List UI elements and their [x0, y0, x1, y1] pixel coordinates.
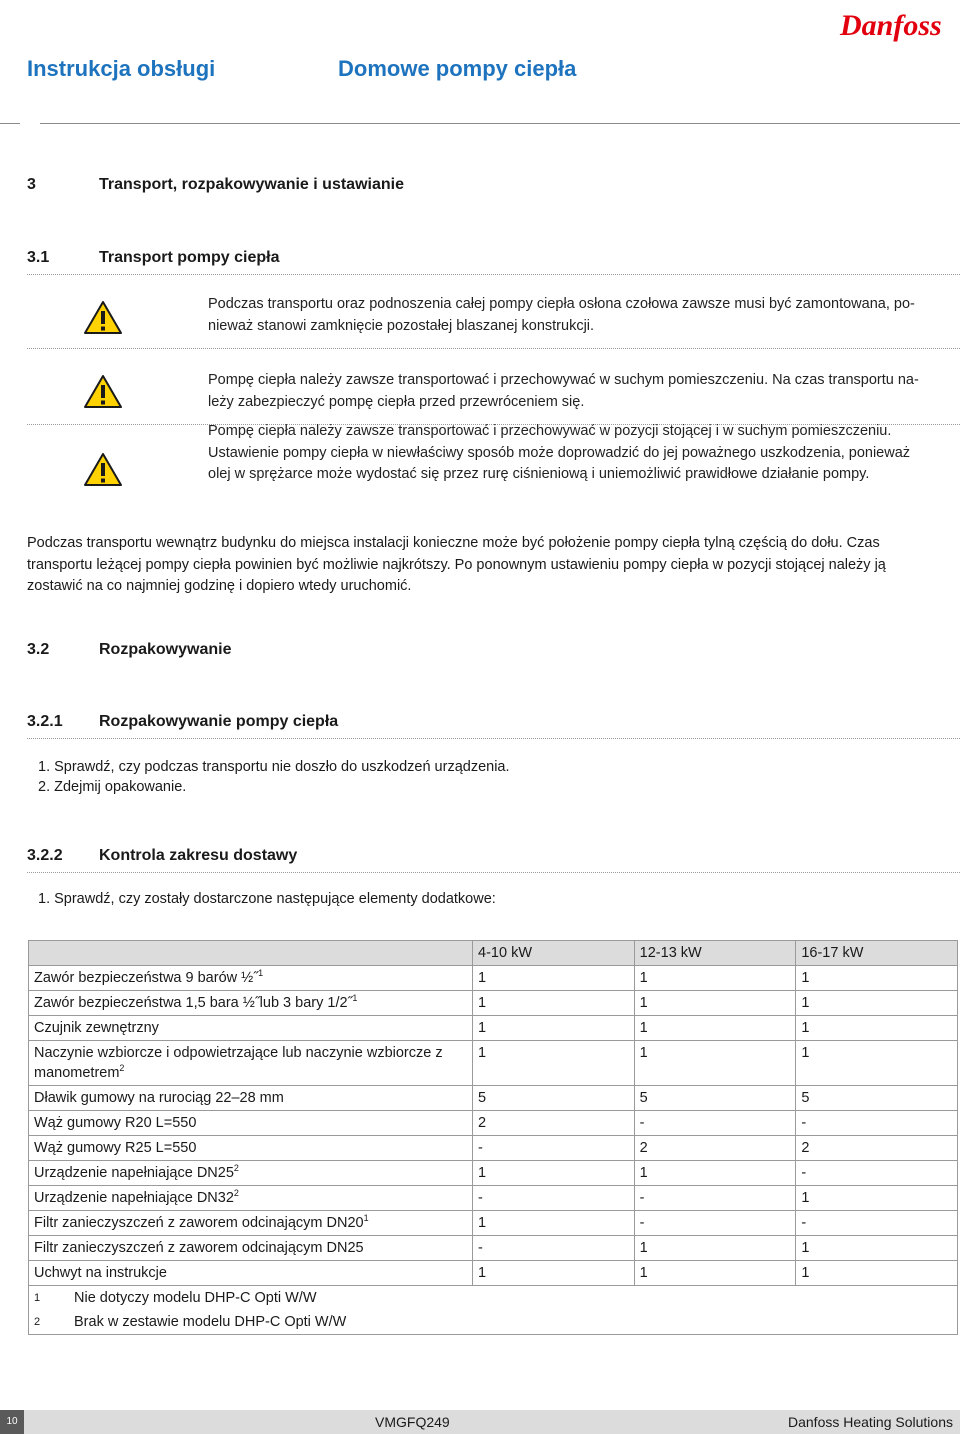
footnote-ref: 1: [352, 993, 358, 1004]
table-cell: -: [634, 1111, 796, 1136]
warning-icon: [83, 300, 123, 336]
item-name-cell: [29, 1261, 473, 1286]
item-name-cell: [29, 1186, 473, 1211]
table-cell: 1: [634, 1041, 796, 1086]
subsection-heading: [0, 641, 960, 663]
table-cell: -: [473, 1186, 635, 1211]
warning-line: olej w sprężarce może wydostać się przez rurę ciśnieniową i uniemożliwić prawidłowe działanie pompy.: [208, 466, 870, 482]
item-name: Naczynie wzbiorcze i odpowietrzające lub naczynie wzbiorcze z: [34, 1045, 443, 1061]
subsection-title: Transport pompy ciepła: [99, 249, 280, 266]
footnote-ref: 2: [119, 1063, 125, 1074]
warning-line: Pompę ciepła należy zawsze transportować i przechowywać w pozycji stojącej i w suchym pomieszczeniu.: [208, 423, 892, 439]
table-header-cell: [29, 941, 473, 966]
table-cell: 1: [634, 1161, 796, 1186]
table-cell: -: [473, 1236, 635, 1261]
list-item: 1. Sprawdź, czy zostały dostarczone następujące elementy dodatkowe:: [38, 891, 496, 907]
table-cell: 1: [796, 966, 958, 991]
warning-line: Podczas transportu oraz podnoszenia całej pompy ciepła osłona czołowa zawsze musi być zamontowana, po-: [208, 296, 915, 312]
table-row: [29, 1086, 958, 1111]
item-name: Urządzenie napełniające DN25: [34, 1165, 234, 1181]
company-name: Danfoss Heating Solutions: [788, 1414, 953, 1430]
list-item: 1. Sprawdź, czy podczas transportu nie doszło do uszkodzeń urządzenia.: [38, 759, 510, 775]
subsection-heading: [0, 249, 960, 271]
footnote-row: [29, 1310, 958, 1335]
subsection-number: 3.1: [27, 249, 50, 266]
section-heading: [0, 176, 960, 198]
table-cell: 1: [634, 966, 796, 991]
table-cell: 1: [473, 991, 635, 1016]
table-cell: -: [796, 1111, 958, 1136]
warning-text: [208, 370, 960, 413]
list-item: 2. Zdejmij opakowanie.: [38, 779, 187, 795]
item-name: Wąż gumowy R20 L=550: [34, 1115, 197, 1131]
check-steps: [38, 889, 496, 909]
document-title: Domowe pompy ciepła: [338, 56, 577, 81]
table-cell: 1: [796, 1041, 958, 1086]
footnote-text: Nie dotyczy modelu DHP-C Opti W/W: [74, 1290, 317, 1306]
item-name: Filtr zanieczyszczeń z zaworem odcinającym DN20: [34, 1215, 364, 1231]
header-rule-left: [0, 123, 20, 124]
footnote-ref: 1: [258, 968, 264, 979]
table-cell: 1: [473, 1016, 635, 1041]
footnote-cell: [29, 1310, 958, 1335]
table-cell: -: [634, 1211, 796, 1236]
item-name-cell: [29, 966, 473, 991]
table-row: [29, 1186, 958, 1211]
table-row: [29, 1261, 958, 1286]
table-cell: 5: [796, 1086, 958, 1111]
item-name: Filtr zanieczyszczeń z zaworem odcinającym DN25: [34, 1240, 364, 1256]
footnote-mark: 1: [34, 1292, 41, 1304]
table-cell: 1: [634, 1261, 796, 1286]
table-cell: 1: [796, 1236, 958, 1261]
item-name-continued: manometrem: [34, 1065, 120, 1081]
header-rule: [40, 123, 960, 124]
table-cell: 5: [473, 1086, 635, 1111]
section-title: Transport, rozpakowywanie i ustawianie: [99, 176, 404, 193]
table-cell: 1: [796, 1261, 958, 1286]
document-code: VMGFQ249: [375, 1414, 450, 1430]
table-cell: -: [796, 1211, 958, 1236]
table-row: [29, 1041, 958, 1086]
table-header-row: [29, 941, 958, 966]
footnote-row: [29, 1286, 958, 1311]
warning-line: Ustawienie pompy ciepła w niewłaściwy sposób może doprowadzić do jej poważnego uszkodzenia, ponieważ: [208, 444, 911, 461]
item-name-cell: [29, 991, 473, 1016]
item-name: Urządzenie napełniające DN32: [34, 1190, 234, 1206]
paragraph-line: zostawić na co najmniej godzinę i dopiero wtedy uruchomić.: [27, 578, 412, 594]
manual-title: Instrukcja obsługi: [27, 56, 216, 81]
table-row: [29, 1236, 958, 1261]
table-row: [29, 966, 958, 991]
item-name-cell: [29, 1161, 473, 1186]
footnote-text: Brak w zestawie modelu DHP-C Opti W/W: [74, 1314, 347, 1330]
table-row: [29, 1016, 958, 1041]
paragraph-line: transportu leżącej pompy ciepła powinien być możliwie najkrótszy. Po ponownym ustawieniu pompy ciepła w pozycji stojącej należy ją: [27, 556, 886, 573]
item-name-cell: [29, 1041, 473, 1086]
footnote-ref: 2: [233, 1188, 239, 1199]
table-cell: 5: [634, 1086, 796, 1111]
item-name-cell: [29, 1211, 473, 1236]
item-name: Czujnik zewnętrzny: [34, 1020, 159, 1036]
table-cell: 1: [473, 966, 635, 991]
transport-paragraph: [27, 533, 957, 598]
table-cell: 2: [796, 1136, 958, 1161]
warning-line: leży zabezpieczyć pompę ciepła przed przewróceniem się.: [208, 393, 585, 410]
table-row: [29, 1211, 958, 1236]
table-cell: -: [473, 1136, 635, 1161]
warning-text: [208, 421, 960, 486]
subsection-title: Rozpakowywanie: [99, 641, 232, 658]
unpack-steps: [38, 757, 510, 797]
item-name-cell: [29, 1236, 473, 1261]
divider: [27, 274, 960, 275]
table-cell: 1: [473, 1041, 635, 1086]
table-cell: 1: [634, 1236, 796, 1261]
footnote-ref: 1: [363, 1213, 369, 1224]
table-cell: -: [634, 1186, 796, 1211]
table-cell: -: [796, 1161, 958, 1186]
item-name: Zawór bezpieczeństwa 9 barów ½˝: [34, 970, 259, 986]
warning-text: [208, 294, 960, 337]
warning-line: Pompę ciepła należy zawsze transportować i przechowywać w suchym pomieszczeniu. Na czas transportu na-: [208, 372, 919, 388]
table-cell: 2: [634, 1136, 796, 1161]
danfoss-logo: [836, 2, 948, 48]
page-footer: [0, 1410, 960, 1434]
divider: [27, 738, 960, 739]
table-cell: 1: [634, 991, 796, 1016]
item-name: Dławik gumowy na rurociąg 22–28 mm: [34, 1090, 284, 1106]
subsubsection-number: 3.2.2: [27, 847, 63, 864]
delivery-scope-table: [28, 940, 958, 1335]
table-cell: 2: [473, 1111, 635, 1136]
table-row: [29, 991, 958, 1016]
logo-text: Danfoss: [840, 9, 942, 42]
table-cell: 1: [796, 991, 958, 1016]
item-name-cell: [29, 1111, 473, 1136]
table-row: [29, 1161, 958, 1186]
subsubsection-number: 3.2.1: [27, 713, 63, 730]
item-name-cell: [29, 1016, 473, 1041]
item-name: Zawór bezpieczeństwa 1,5 bara ½˝lub 3 bary 1/2˝: [34, 995, 353, 1011]
table-cell: 1: [796, 1016, 958, 1041]
page-number: 10: [0, 1410, 24, 1434]
subsubsection-title: Rozpakowywanie pompy ciepła: [99, 713, 339, 730]
subsubsection-heading: [0, 847, 960, 869]
table-cell: 1: [796, 1186, 958, 1211]
table-header-cell: 16-17 kW: [796, 941, 958, 966]
table-row: [29, 1111, 958, 1136]
footnote-mark: 2: [34, 1316, 41, 1328]
table-cell: 1: [634, 1016, 796, 1041]
table-cell: 1: [473, 1161, 635, 1186]
warning-icon: [83, 452, 123, 488]
paragraph-line: Podczas transportu wewnątrz budynku do miejsca instalacji konieczne może być położenie pompy ciepła tylną częścią do dołu. Czas: [27, 535, 880, 551]
item-name: Uchwyt na instrukcje: [34, 1265, 167, 1281]
divider: [27, 872, 960, 873]
table-cell: 1: [473, 1261, 635, 1286]
divider: [27, 348, 960, 349]
warning-line: nieważ stanowi zamknięcie pozostałej blaszanej konstrukcji.: [208, 317, 595, 334]
subsection-number: 3.2: [27, 641, 50, 658]
table-cell: 1: [473, 1211, 635, 1236]
section-number: 3: [27, 176, 36, 193]
table-header-cell: 12-13 kW: [634, 941, 796, 966]
table-header-cell: 4-10 kW: [473, 941, 635, 966]
warning-icon: [83, 374, 123, 410]
footnote-ref: 2: [233, 1163, 239, 1174]
subsubsection-title: Kontrola zakresu dostawy: [99, 847, 298, 864]
subsubsection-heading: [0, 713, 960, 735]
item-name: Wąż gumowy R25 L=550: [34, 1140, 197, 1156]
item-name-cell: [29, 1086, 473, 1111]
footnote-cell: [29, 1286, 958, 1311]
item-name-cell: [29, 1136, 473, 1161]
table-row: [29, 1136, 958, 1161]
